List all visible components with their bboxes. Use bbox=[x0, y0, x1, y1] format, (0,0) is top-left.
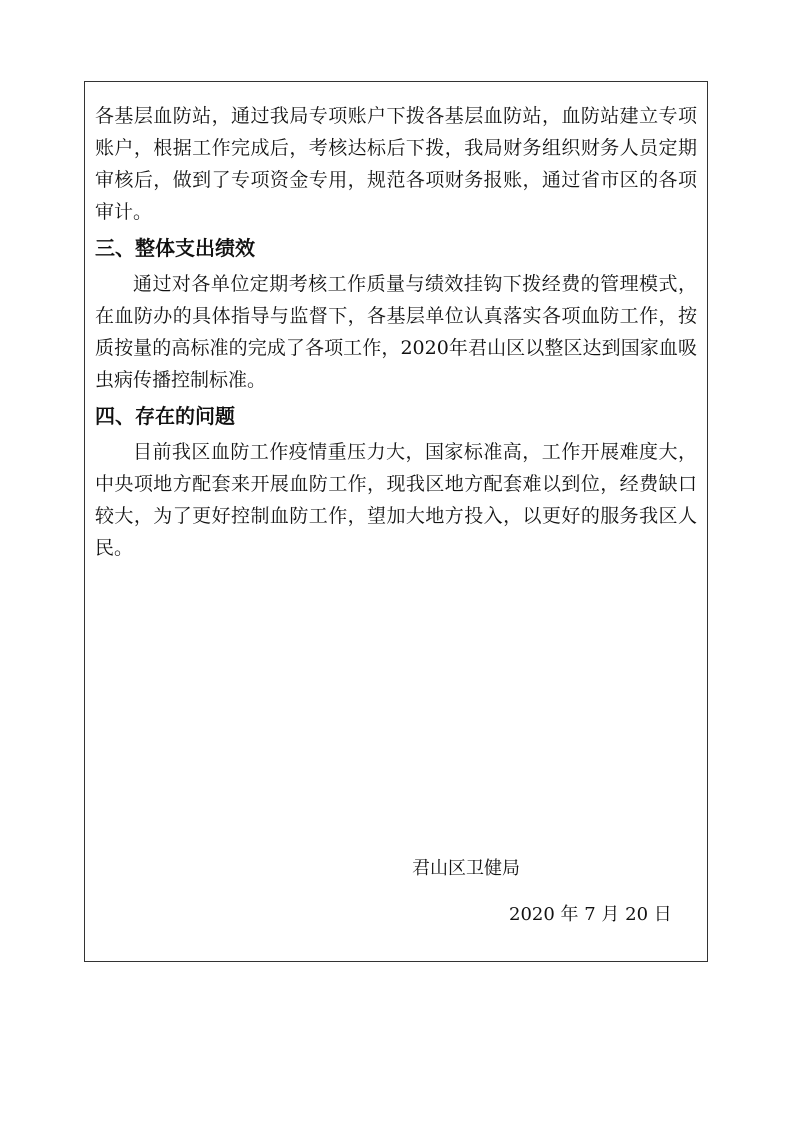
section-3-heading: 三、整体支出绩效 bbox=[95, 236, 255, 260]
signature-organization: 君山区卫健局 bbox=[412, 858, 520, 879]
document-body bbox=[95, 100, 697, 564]
section-4-paragraph: 目前我区血防工作疫情重压力大，国家标准高，工作开展难度大，中央项地方配套来开展血防工作，现我区地方配套难以到位，经费缺口较大，为了更好控制血防工作，望加大地方投入，以更好的服务我区人民。 bbox=[95, 441, 697, 559]
signature-date: 2020 年 7 月 20 日 bbox=[509, 904, 672, 925]
section-3-paragraph: 通过对各单位定期考核工作质量与绩效挂钩下拨经费的管理模式，在血防办的具体指导与监督下，各基层单位认真落实各项血防工作，按质按量的高标准的完成了各项工作，2020年君山区以整区达到国家血吸虫病传播控制标准。 bbox=[95, 273, 697, 391]
continuation-paragraph: 各基层血防站，通过我局专项账户下拨各基层血防站，血防站建立专项账户，根据工作完成后，考核达标后下拨，我局财务组织财务人员定期审核后，做到了专项资金专用，规范各项财务报账，通过省市区的各项审计。 bbox=[95, 105, 697, 223]
document-frame bbox=[84, 81, 708, 962]
section-4-heading: 四、存在的问题 bbox=[95, 404, 235, 428]
